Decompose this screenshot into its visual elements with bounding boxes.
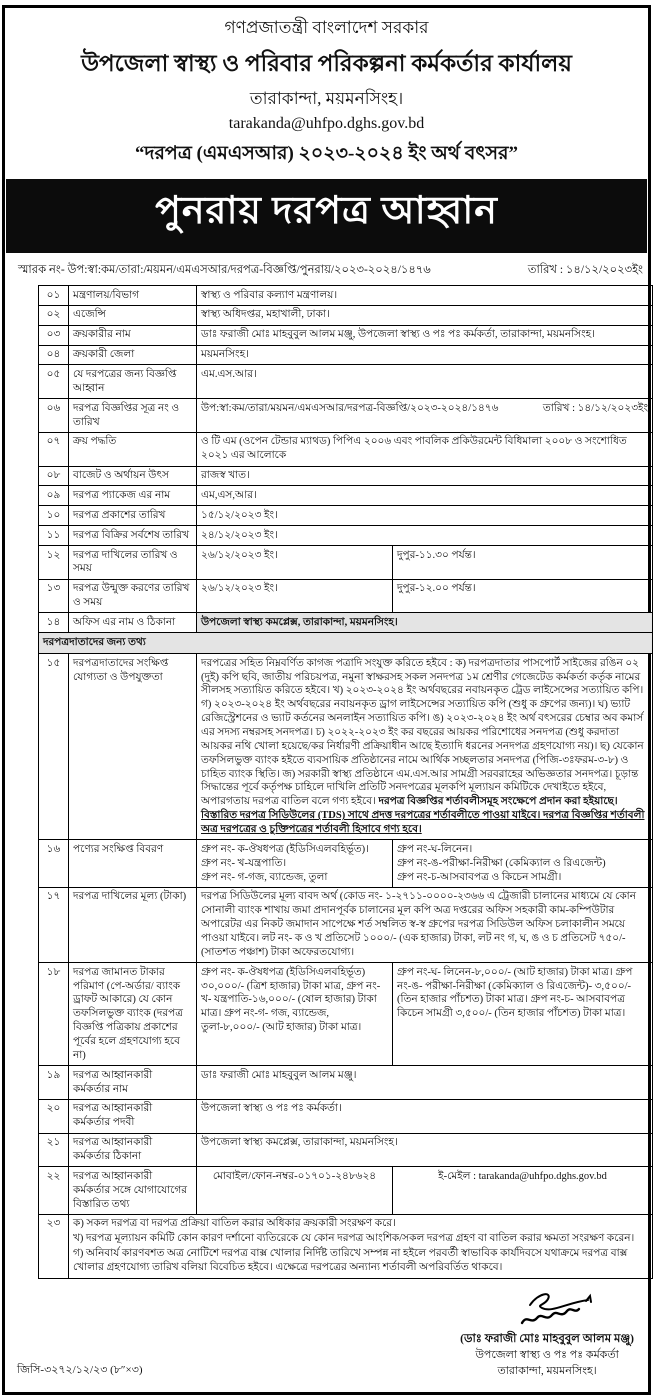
eligibility-bold-note: দরপত্র বিজ্ঞপ্তির শর্তাবলীসমূহ সংক্ষেপে প্রদান করা হইয়াছে।: [375, 796, 618, 808]
row-value: উপজেলা স্বাস্থ্য কমপ্লেক্স, তারাকান্দা, ময়মনসিংহ।: [197, 1133, 653, 1167]
table-row-13: [39, 579, 653, 613]
row-number: ২২: [39, 1167, 69, 1215]
row-value: ময়মনসিংহ।: [197, 345, 653, 365]
row-label: দরপত্র বিক্রির সর্বশেষ তারিখ: [69, 526, 197, 546]
row-label: দরপত্র উন্মুক্ত করণের তারিখ ও সময়: [69, 579, 197, 613]
group-line: গ্রুপ নং-ঘ-লিনেন।: [397, 843, 473, 855]
table-row-15: [39, 654, 653, 840]
row-number: ১৯: [39, 1066, 69, 1100]
row-label: দরপত্রদাতাদের সংক্ষিপ্ত যোগ্যতা ও উপযুক্ততা: [69, 654, 197, 840]
table-row-21: [39, 1133, 653, 1167]
tender-details-table: [38, 285, 653, 1279]
row-label: দরপত্র প্রকাশের তারিখ: [69, 506, 197, 526]
row-label: বাজেট ও অর্থায়ন উৎস: [69, 466, 197, 486]
table-row-23: [39, 1214, 653, 1278]
tender-notice-document: [2, 5, 651, 1395]
table-row-14: [39, 613, 653, 633]
row-number: ১০: [39, 506, 69, 526]
row-number: ০৭: [39, 432, 69, 466]
row-value: এম.এস.আর।: [197, 365, 653, 399]
signatory-designation: উপজেলা স্বাস্থ্য ও পঃ পঃ কর্মকর্তা: [475, 1349, 619, 1362]
group-line: গ্রুপ নং- গ-গজ, ব্যান্ডেজ, তুলা: [201, 871, 328, 883]
goods-groups-col2: [393, 840, 653, 888]
row-number: ০৯: [39, 486, 69, 506]
row-value-date: ২৬/১২/২০২৩ ইং।: [197, 546, 393, 580]
group-line: গ্রুপ নং- ক-ঔষধপত্র (ইডিসিএলবহির্ভূত)।: [201, 843, 369, 855]
table-row-05: [39, 365, 653, 399]
row-number: ০৬: [39, 399, 69, 433]
table-row-12: [39, 546, 653, 580]
row-number: ১৮: [39, 963, 69, 1066]
row-number: ২৩: [39, 1214, 69, 1278]
office-location: তারাকান্দা, ময়মনসিংহ।: [249, 89, 404, 108]
table-row-10: [39, 506, 653, 526]
contact-email: ই-মেইল : tarakanda@uhfpo.dghs.gov.bd: [393, 1167, 653, 1215]
eligibility-body: দরপত্রের সহিত নিম্নবর্ণিত কাগজ পত্রাদি সংযুক্ত করিতে হইবে : ক) দরপত্রদাতার পাসপোর্ট সাইজের রঙিন ০২ (দুই) কপি ছবি, জাতীয় পরিচয়পত্র, নমুনা স্বাক্ষরসহ সকল সনদপত্র ১ম শ্রেণীর গেজেটেড কর্মকর্তা কর্তৃক নামের সীলসহ সত্যায়িত করিতে হইবে। খ) ২০২৩-২০২৪ ইং অর্থবছরের নবায়নকৃত ট্রেড লাইসেন্সের সত্যায়িত কপি। গ) ২০২৩-২০২৪ ইং অর্থবছরের নবায়নকৃত ড্রাগ লাইসেন্সের সত্যায়িত কপি (শুধু ক গ্রুপের জন্য)। ঘ) ভ্যাট রেজিস্ট্রেশনের ও ভ্যাট কর্তনের অনলাইন সত্যায়িত কপি। ঙ) ২০২৩-২০২৪ ইং অর্থ বৎসরের চেম্বার অব কমার্স এর সদস্য নম্বরসহ সনদপত্র। চ) ২০২২-২০২৩ ইং কর বছরের আয়কর পরিশোধের সনদপত্র (শুধু করদাতা আয়কর নথি খোলা হয়েছে/কর নির্ধারণী প্রক্রিয়াধীন আছে ইত্যাদি ধরনের সনদপত্র গ্রহণযোগ্য নয়)। ছ) যেকোন তফসিলভুক্ত ব্যাংক হইতে ব্যবসায়িক প্রতিষ্ঠানের নামে আর্থিক সচ্ছলতার সনদপত্র (পিজি-৩ঃফরম-৩-৮) ও চাহিত ব্যাংক স্থিতি। জ) সরকারী স্বাস্থ্য প্রতিষ্ঠানে এম.এস.আর সামগ্রী সরবরাহের অভিজ্ঞতার সনদপত্র। চূড়ান্ত সিদ্ধান্তের পূর্বে কর্তৃপক্ষ চাহিলে দাখিলি প্রতিটি সনদপত্রের মূলকপি মূল্যায়ন কমিটিকে দেখাইতে হইবে, অপারগতায় দরপত্র বাতিল বলে গণ্য হইবে।: [201, 657, 644, 808]
eligibility-text: [197, 654, 653, 840]
condition-item-b: খ) দরপত্র মূল্যায়ন কমিটি কোন কারণ দর্শানো ব্যতিরেকে যে কোন দরপত্র আংশিক/সকল দরপত্র গ্রহণ বা বাতিল করার ক্ষমতা সংরক্ষণ করেন।: [73, 1233, 635, 1245]
row-number: ১৫: [39, 654, 69, 840]
table-row-16: [39, 840, 653, 888]
office-address-highlight: উপজেলা স্বাস্থ্য কমপ্লেক্স, তারাকান্দা, ময়মনসিংহ।: [197, 613, 653, 633]
row-number: ২০: [39, 1099, 69, 1133]
row-number: ১১: [39, 526, 69, 546]
goods-groups-col1: [197, 840, 393, 888]
row-label: ক্রয়কারী জেলা: [69, 345, 197, 365]
row-label: দরপত্র দাখিলের মূল্য (টাকা): [69, 887, 197, 962]
section-header-row: [39, 633, 653, 654]
table-row-07: [39, 432, 653, 466]
table-row-08: [39, 466, 653, 486]
row-value: স্বাস্থ্য ও পরিবার কল্যাণ মন্ত্রণালয়।: [197, 286, 653, 306]
document-page: [0, 5, 653, 1395]
row-number: ০৫: [39, 365, 69, 399]
row-label: দরপত্র আহ্বানকারী কর্মকর্তার পদবী: [69, 1099, 197, 1133]
row-value: এম,এস,আর।: [197, 486, 653, 506]
row-number: ০৪: [39, 345, 69, 365]
document-footer: [5, 1279, 648, 1386]
condition-item-a: ক) সকল দরপত্র বা দরপত্র প্রক্রিয়া বাতিল করার অধিকার ক্রয়কারী সংরক্ষণ করে।: [73, 1218, 396, 1230]
row-value: রাজস্ব খাত।: [197, 466, 653, 486]
table-row-19: [39, 1066, 653, 1100]
signature-scribble-icon: [492, 1289, 602, 1333]
row-label: যে দরপত্রের জন্য বিজ্ঞপ্তি আহ্বান: [69, 365, 197, 399]
group-line: গ্রুপ নং- খ-যন্ত্রপাতি।: [201, 857, 287, 869]
security-amount-col1: গ্রুপ নং- ক-ঔষধপত্র (ইডিসিএলবহির্ভূত) ৩০,০০০/- (ত্রিশ হাজার) টাকা মাত্র, গ্রুপ নং-খ- যন্ত্রপাতি-১৬,০০০/- (ষোল হাজার) টাকা মাত্র। গ্রুপ নং-গ- গজ, ব্যান্ডেজ, তুলা-৮,০০০/- (আট হাজার) টাকা মাত্র।: [197, 963, 393, 1066]
row-value: উপজেলা স্বাস্থ্য ও পঃ পঃ কর্মকর্তা।: [197, 1099, 653, 1133]
row-number: ১৩: [39, 579, 69, 613]
row-value-date: ২৬/১২/২০২৩ ইং।: [197, 579, 393, 613]
section-header: দরপত্রদাতাদের জন্য তথ্য: [39, 633, 653, 654]
row-number: ১৪: [39, 613, 69, 633]
row-number: ১৭: [39, 887, 69, 962]
schedule-price-text: দরপত্র সিডিউলের মূল্য বাবদ অর্থ (কোড নং- ১-২৭১১-০০০০-২৩৬৬ এ ট্রেজারী চালানের মাধ্যমে যে কোন সোনালী ব্যাংক শাখায় জমা প্রদানপূর্বক চালানের মূল কপি অত্র দপ্তরের অফিস সহকারী কাম-কম্পিউটার অপারেটর এর নিকট জমাদান সাপেক্ষে শর্ত সম্বলিত স্ব-স্ব গ্রুপের দরপত্র সিডিউল অফিস চলাকালীন সময়ে পাওয়া যাইবে। লট নং- ক ও খ প্রতিসেট ১০০০/- (এক হাজার) টাকা, লট নং গ, ঘ, ঙ ও চ প্রতিসেট ৭৫০/- (সাতশত পঞ্চাশ) টাকা অফেরতযোগ্য।: [197, 887, 653, 962]
memo-date: তারিখ : ১৪/১২/২০২৩ইং: [527, 264, 643, 276]
row-label: অফিস এর নাম ও ঠিকানা: [69, 613, 197, 633]
memo-number: স্মারক নং- উপ:স্বা:কম/তারা:/ময়মন/এমএসআর/দরপত্র-বিজ্ঞপ্তি/পুনরায়/২০২৩-২০২৪/১৪৭৬: [18, 264, 431, 276]
tender-year-subtitle: “দরপত্র (এমএসআর) ২০২৩-২০২৪ ইং অর্থ বৎসর”: [134, 143, 518, 164]
signatory-address: তারাকান্দা, ময়মনসিংহ।: [497, 1365, 597, 1378]
table-row-03: [39, 325, 653, 345]
row-label: দরপত্র আহ্বানকারী কর্মকর্তার সঙ্গে যোগাযোগের বিস্তারিত তথ্য: [69, 1167, 197, 1215]
table-row-18: [39, 963, 653, 1066]
table-row-04: [39, 345, 653, 365]
row-label: মন্ত্রণালয়/বিভাগ: [69, 286, 197, 306]
row-label: দরপত্র প্যাকেজ এর নাম: [69, 486, 197, 506]
row-label: পণ্যের সংক্ষিপ্ত বিবরণ: [69, 840, 197, 888]
row-value: ১৫/১২/২০২৩ ইং।: [197, 506, 653, 526]
row-label: এজেন্সি: [69, 305, 197, 325]
signatory-name: (ডাঃ ফরাজী মোঃ মাহবুবুল আলম মঞ্জু): [460, 1333, 634, 1346]
eligibility-underline-note: বিস্তারিত দরপত্র সিডিউলের (TDS) সাথে প্রদত্ত দরপত্রের শর্তাবলীতে পাওয়া যাইবে। দরপত্র বিজ্ঞপ্তির শর্তাবলী অত্র দরপত্রের ও চুক্তিপত্রের শর্তাবলী হিসাবে গণ্য হবে।: [201, 810, 645, 835]
table-row-20: [39, 1099, 653, 1133]
row-number: ০১: [39, 286, 69, 306]
reference-date: তারিখ : ১৪/১২/২০২৩ইং: [542, 402, 648, 414]
row-label: ক্রয় পদ্ধতি: [69, 432, 197, 466]
row-label: ক্রয়কারীর নাম: [69, 325, 197, 345]
row-number: ০৩: [39, 325, 69, 345]
row-label: দরপত্র বিজ্ঞপ্তির সূত্র নং ও তারিখ: [69, 399, 197, 433]
row-number: ১২: [39, 546, 69, 580]
reference-number: উপ:স্বা:কম/তারা/ময়মন/এমএসআর/দরপত্র-বিজ্ঞপ্তি/২০২৩-২০২৪/১৪৭৬: [201, 402, 499, 414]
re-tender-banner-title: পুনরায় দরপত্র আহ্বান: [6, 179, 647, 253]
memo-line: [5, 253, 648, 285]
condition-item-c: গ) অনিবার্য কারণবশত অত্র নোটিশে দরপত্র বাক্স খোলার নির্দিষ্ট তারিখে সম্পন্ন না হইলে পরবর্তী স্বাভাবিক কার্যদিবসে যথাক্রমে দরপত্র বাক্স খোলার গ্রহণযোগ্য তারিখ বলিয়া বিবেচিত হইবে। এক্ষেত্রে দরপত্রের অন্যান্য শর্তাবলী অপরিবর্তিত থাকবে।: [73, 1248, 628, 1274]
table-row-22: [39, 1167, 653, 1215]
row-label: দরপত্র জামানত টাকার পরিমাণ (পে-অর্ডার/ ব্যাংক ড্রাফট আকারে) যে কোন তফসিলভুক্ত ব্যাংক (দরপত্র বিজ্ঞপ্তি পত্রিকায় প্রকাশের পূর্বের হলে গ্রহণযোগ্য হবে না): [69, 963, 197, 1066]
group-line: গ্রুপ নং-ঙ-পরীক্ষা-নিরীক্ষা (কেমিক্যাল ও রিএজেন্ট): [397, 857, 606, 869]
table-row-17: [39, 887, 653, 962]
letterhead: [5, 8, 648, 179]
contact-phone: মোবাইল/ফোন-নম্বর-০১৭০১-২৪৮৬২৪: [197, 1167, 393, 1215]
government-name: গণপ্রজাতন্ত্রী বাংলাদেশ সরকার: [224, 18, 429, 37]
signature-block: [460, 1289, 634, 1380]
row-value-time: দুপুর-১১.৩০ পর্যন্ত।: [393, 546, 653, 580]
conditions-cell: [69, 1214, 653, 1278]
row-label: দরপত্র আহ্বানকারী কর্মকর্তার নাম: [69, 1066, 197, 1100]
row-value: ২৪/১২/২০২৩ ইং।: [197, 526, 653, 546]
row-number: ০২: [39, 305, 69, 325]
security-amount-col2: গ্রুপ নং-ঘ- লিনেন-৮,০০০/- (আট হাজার) টাকা মাত্র। গ্রুপ নং-ঙ- পরীক্ষা-নিরীক্ষা (কেমিক্যাল ও রিএজেন্ট)- ৩,৫০০/- (তিন হাজার পাঁচশত) টাকা মাত্র। গ্রুপ নং-চ- আসবাবপত্র কিচেন সামগ্রী ৩,৫০০/- (তিন হাজার পাঁচশত) টাকা মাত্র।: [393, 963, 653, 1066]
table-row-01: [39, 286, 653, 306]
row-label: দরপত্র দাখিলের তারিখ ও সময়: [69, 546, 197, 580]
group-line: গ্রুপ নং-চ-আসবাবপত্র ও কিচেন সামগ্রী।: [397, 871, 562, 883]
row-value: ও টি এম (ওপেন টেন্ডার ম্যাথড) পিপিএ ২০০৬ এবং পাবলিক প্রকিউরমেন্ট বিধিমালা ২০০৮ ও সংশোধিত ২০২১ এর আলোকে: [197, 432, 653, 466]
row-number: ০৮: [39, 466, 69, 486]
row-number: ২১: [39, 1133, 69, 1167]
table-row-02: [39, 305, 653, 325]
office-name: উপজেলা স্বাস্থ্য ও পরিবার পরিকল্পনা কর্মকর্তার কার্যালয়: [81, 51, 572, 76]
office-email-text: tarakanda@uhfpo.dghs.gov.bd: [228, 115, 425, 132]
table-row-06: [39, 399, 653, 433]
row-value: ডাঃ ফরাজী মোঃ মাহবুবুল আলম মঞ্জু।: [197, 1066, 653, 1100]
row-number: ১৬: [39, 840, 69, 888]
row-value: স্বাস্থ্য অধিদপ্তর, মহাখালী, ঢাকা।: [197, 305, 653, 325]
table-row-11: [39, 526, 653, 546]
row-value-time: দুপুর-১২.০০ পর্যন্ত।: [393, 579, 653, 613]
table-row-09: [39, 486, 653, 506]
row-value: [197, 399, 653, 433]
row-value: ডাঃ ফরাজী মোঃ মাহবুবুল আলম মঞ্জু, উপজেলা স্বাস্থ্য ও পঃ পঃ কর্মকর্তা, তারাকান্দা, ময়মনসিংহ।: [197, 325, 653, 345]
row-label: দরপত্র আহ্বানকারী কর্মকর্তার ঠিকানা: [69, 1133, 197, 1167]
press-reference: জিসি-৩২৭২/১২/২৩ (৮″×৩): [17, 1363, 143, 1376]
